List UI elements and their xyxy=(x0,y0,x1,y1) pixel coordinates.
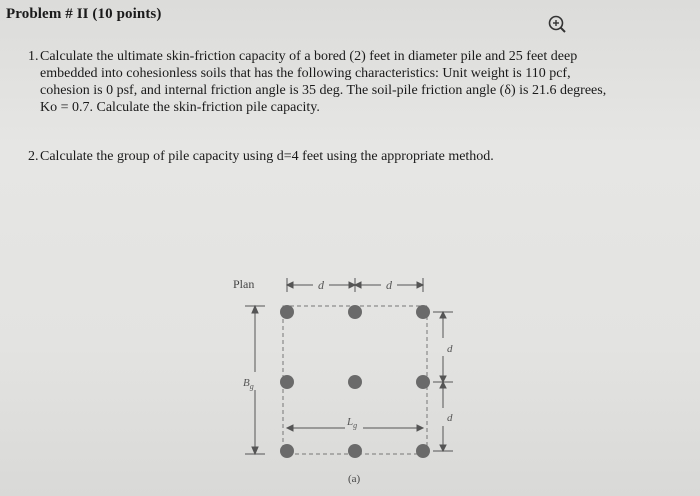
lg-label: $L_g$ xyxy=(347,416,358,430)
problem-title: Problem # II (10 points) xyxy=(6,6,162,22)
pile xyxy=(280,375,294,389)
d-label: d xyxy=(386,278,392,292)
question-text-line: Calculate the ultimate skin-friction capacity of a bored (2) feet in diameter pile and 25 feet deep xyxy=(40,49,578,64)
question-text-line: cohesion is 0 psf, and internal friction angle is 35 deg. The soil-pile friction angle (δ) is 21.6 degrees, xyxy=(40,83,607,98)
right-dimension xyxy=(433,312,453,451)
pile xyxy=(280,305,294,319)
top-dimension xyxy=(287,278,423,292)
pile xyxy=(348,305,362,319)
question-text-line: Ko = 0.7. Calculate the skin-friction pile capacity. xyxy=(40,100,320,115)
pile-group-plan-diagram xyxy=(225,268,465,488)
plan-label: Plan xyxy=(233,277,255,291)
d-label: d xyxy=(447,412,453,424)
question-text-line: Calculate the group of pile capacity using d=4 feet using the appropriate method. xyxy=(40,149,494,164)
question-text-line: embedded into cohesionless soils that has the following characteristics: Unit weight is 110 pcf, xyxy=(40,66,571,81)
question-number: 1. xyxy=(28,49,39,64)
question-2 xyxy=(28,148,680,165)
question-1 xyxy=(28,48,690,116)
zoom-in-icon[interactable] xyxy=(546,14,568,36)
pile xyxy=(348,375,362,389)
pile xyxy=(280,444,294,458)
d-label: d xyxy=(318,278,324,292)
pile xyxy=(416,444,430,458)
pile xyxy=(348,444,362,458)
pile xyxy=(416,375,430,389)
bg-label: $B_g$ xyxy=(243,377,254,391)
d-label: d xyxy=(447,343,453,355)
pile-grid xyxy=(280,305,430,458)
question-number: 2. xyxy=(28,149,39,164)
figure-caption: (a) xyxy=(348,473,361,485)
pile xyxy=(416,305,430,319)
